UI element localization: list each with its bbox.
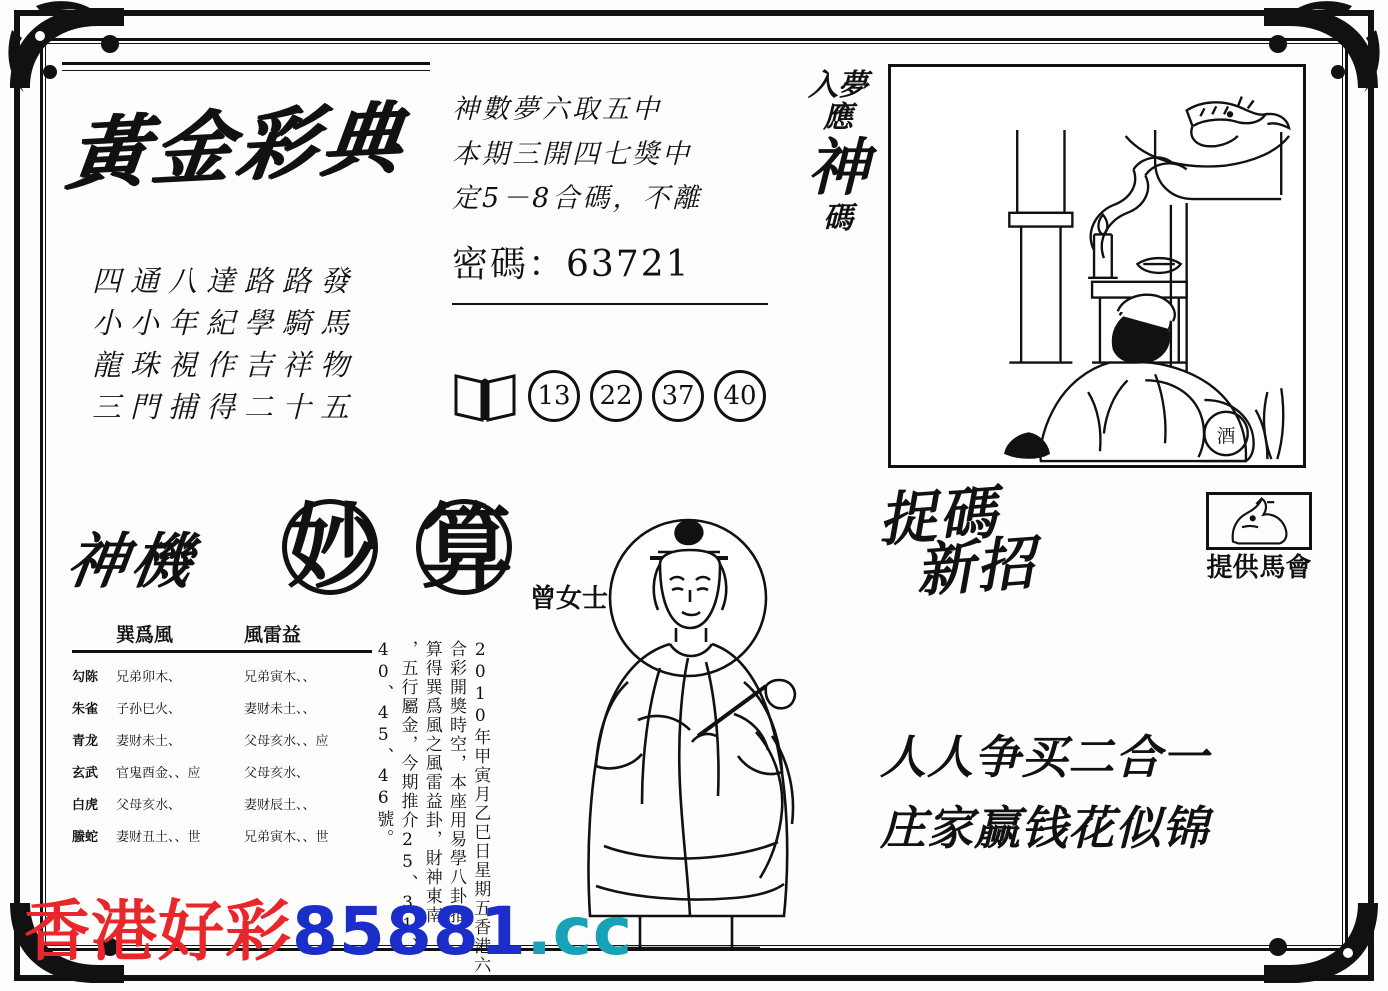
vertical-banner-bottom: 碼 <box>823 201 853 236</box>
table-cell: 妻财未土、、 <box>244 702 316 717</box>
catch-code-headline <box>876 474 1184 606</box>
lucky-number-ball: 22 <box>590 370 642 422</box>
table-cell-label: 玄武 <box>72 766 99 781</box>
table-header-cell: 巽爲風 <box>116 620 244 653</box>
corner-knob-top-left <box>32 28 48 44</box>
table-row <box>72 666 372 685</box>
section-title-miao: 妙 <box>282 499 378 595</box>
jockey-club-stamp <box>1206 492 1312 640</box>
open-book-icon <box>452 368 518 424</box>
vertical-banner-top <box>800 70 876 133</box>
table-cell-label: 朱雀 <box>72 702 99 717</box>
table-cell-label: 螣蛇 <box>72 830 99 845</box>
paragraph-column: 算得巽爲風之風雷益卦，財神東南 <box>421 640 442 925</box>
corner-flourish-bottom-left-icon <box>6 899 126 991</box>
password-row <box>452 236 782 287</box>
vertical-banner <box>800 70 876 235</box>
lucky-number-ball: 40 <box>714 370 766 422</box>
table-cell: 子孙巳火、 <box>116 702 182 717</box>
verse-block <box>92 260 358 428</box>
lucky-numbers-row <box>452 368 766 424</box>
password-value: 63721 <box>566 243 691 285</box>
stamp-words <box>1206 554 1312 638</box>
fortune-teller-figure-illustration <box>520 486 850 956</box>
watermark-number: 85881 <box>292 893 527 970</box>
table-cell: 妻财丑土、、世 <box>116 830 201 845</box>
forecast-line: 定5－8合碼，不離 <box>452 183 703 215</box>
forecast-text-block <box>452 88 782 305</box>
section-title-suan: 算 <box>416 499 512 595</box>
paragraph-column: ，五行屬金，今期推介25、31、 <box>397 640 418 956</box>
table-row <box>72 762 372 781</box>
horse-head-icon <box>1206 492 1312 550</box>
table-cell: 兄弟寅木、、 <box>244 670 316 685</box>
table-row <box>72 698 372 717</box>
vertical-banner-top-text: 入夢應 <box>808 68 868 135</box>
table-cell: 妻财未土、 <box>116 734 182 749</box>
catch-code-line: 捉碼 <box>876 478 1001 555</box>
table-cell-label: 青龙 <box>72 734 99 749</box>
brand-title: 黃金彩典 <box>62 92 413 201</box>
table-row <box>72 826 372 845</box>
lucky-number-ball: 37 <box>652 370 704 422</box>
watermark-brand: 香港好彩 <box>24 893 292 970</box>
author-name: 曾女士 <box>530 584 609 614</box>
password-label: 密碼： <box>452 243 567 285</box>
watermark-tld: .cc <box>526 893 633 970</box>
corner-knob-bottom-right <box>1340 945 1356 961</box>
table-cell: 父母亥水、 <box>244 766 310 781</box>
table-cell: 兄弟卯木、 <box>116 670 182 685</box>
slogan-line: 人人争买二合一 <box>880 730 1209 784</box>
masthead-panel <box>62 62 430 425</box>
paragraph-column: 40、45、46號。 <box>373 640 394 848</box>
table-cell: 父母亥水、 <box>116 798 182 813</box>
paragraph-column: 合彩開獎時空，本座用易學八卦推 <box>446 640 466 925</box>
paragraph-column: 2010年甲寅月乙巳日星期五香港六 <box>470 640 491 975</box>
table-cell: 父母亥水、、应 <box>244 734 329 749</box>
masthead-rule <box>62 62 430 71</box>
bottom-slogan <box>880 722 1320 865</box>
table-row <box>72 730 372 749</box>
slogan-line: 庄家赢钱花似锦 <box>880 801 1209 856</box>
table-cell: 兄弟寅木、、世 <box>244 830 329 845</box>
forecast-line: 本期三開四七獎中 <box>452 138 692 170</box>
vertical-banner-big: 神 <box>806 131 869 204</box>
table-header-cell <box>72 620 116 653</box>
table-header-row <box>72 620 372 653</box>
table-cell: 官鬼酉金、、应 <box>116 766 201 781</box>
forecast-line: 神數夢六取五中 <box>452 94 662 125</box>
table-row <box>72 794 372 813</box>
catch-code-line: 新招 <box>913 529 1039 606</box>
corner-flourish-bottom-right-icon <box>1262 899 1382 991</box>
stamp-word-right: 馬會 <box>1259 553 1312 583</box>
lucky-number-ball: 13 <box>528 370 580 422</box>
table-header-cell: 風雷益 <box>244 620 372 653</box>
table-cell-label: 白虎 <box>72 798 99 813</box>
jar-label: 酒 <box>1216 426 1236 448</box>
verse-line: 四通八達路路發 <box>92 264 359 298</box>
verse-line: 小小年紀學騎馬 <box>92 306 359 341</box>
section-title-shenji: 神機 <box>62 527 201 597</box>
forecast-divider <box>452 303 768 305</box>
verse-line: 龍珠視作吉祥物 <box>92 348 359 383</box>
stamp-word-left: 提供 <box>1206 553 1259 583</box>
divination-table <box>72 620 372 845</box>
table-cell: 妻财辰土、、 <box>244 798 316 813</box>
section-title-miaosuan <box>282 494 520 601</box>
verse-line: 三門捕得二十五 <box>92 390 359 425</box>
sleeping-scholar-dream-tiger-illustration <box>888 64 1306 468</box>
table-cell-label: 勾陈 <box>72 670 99 685</box>
